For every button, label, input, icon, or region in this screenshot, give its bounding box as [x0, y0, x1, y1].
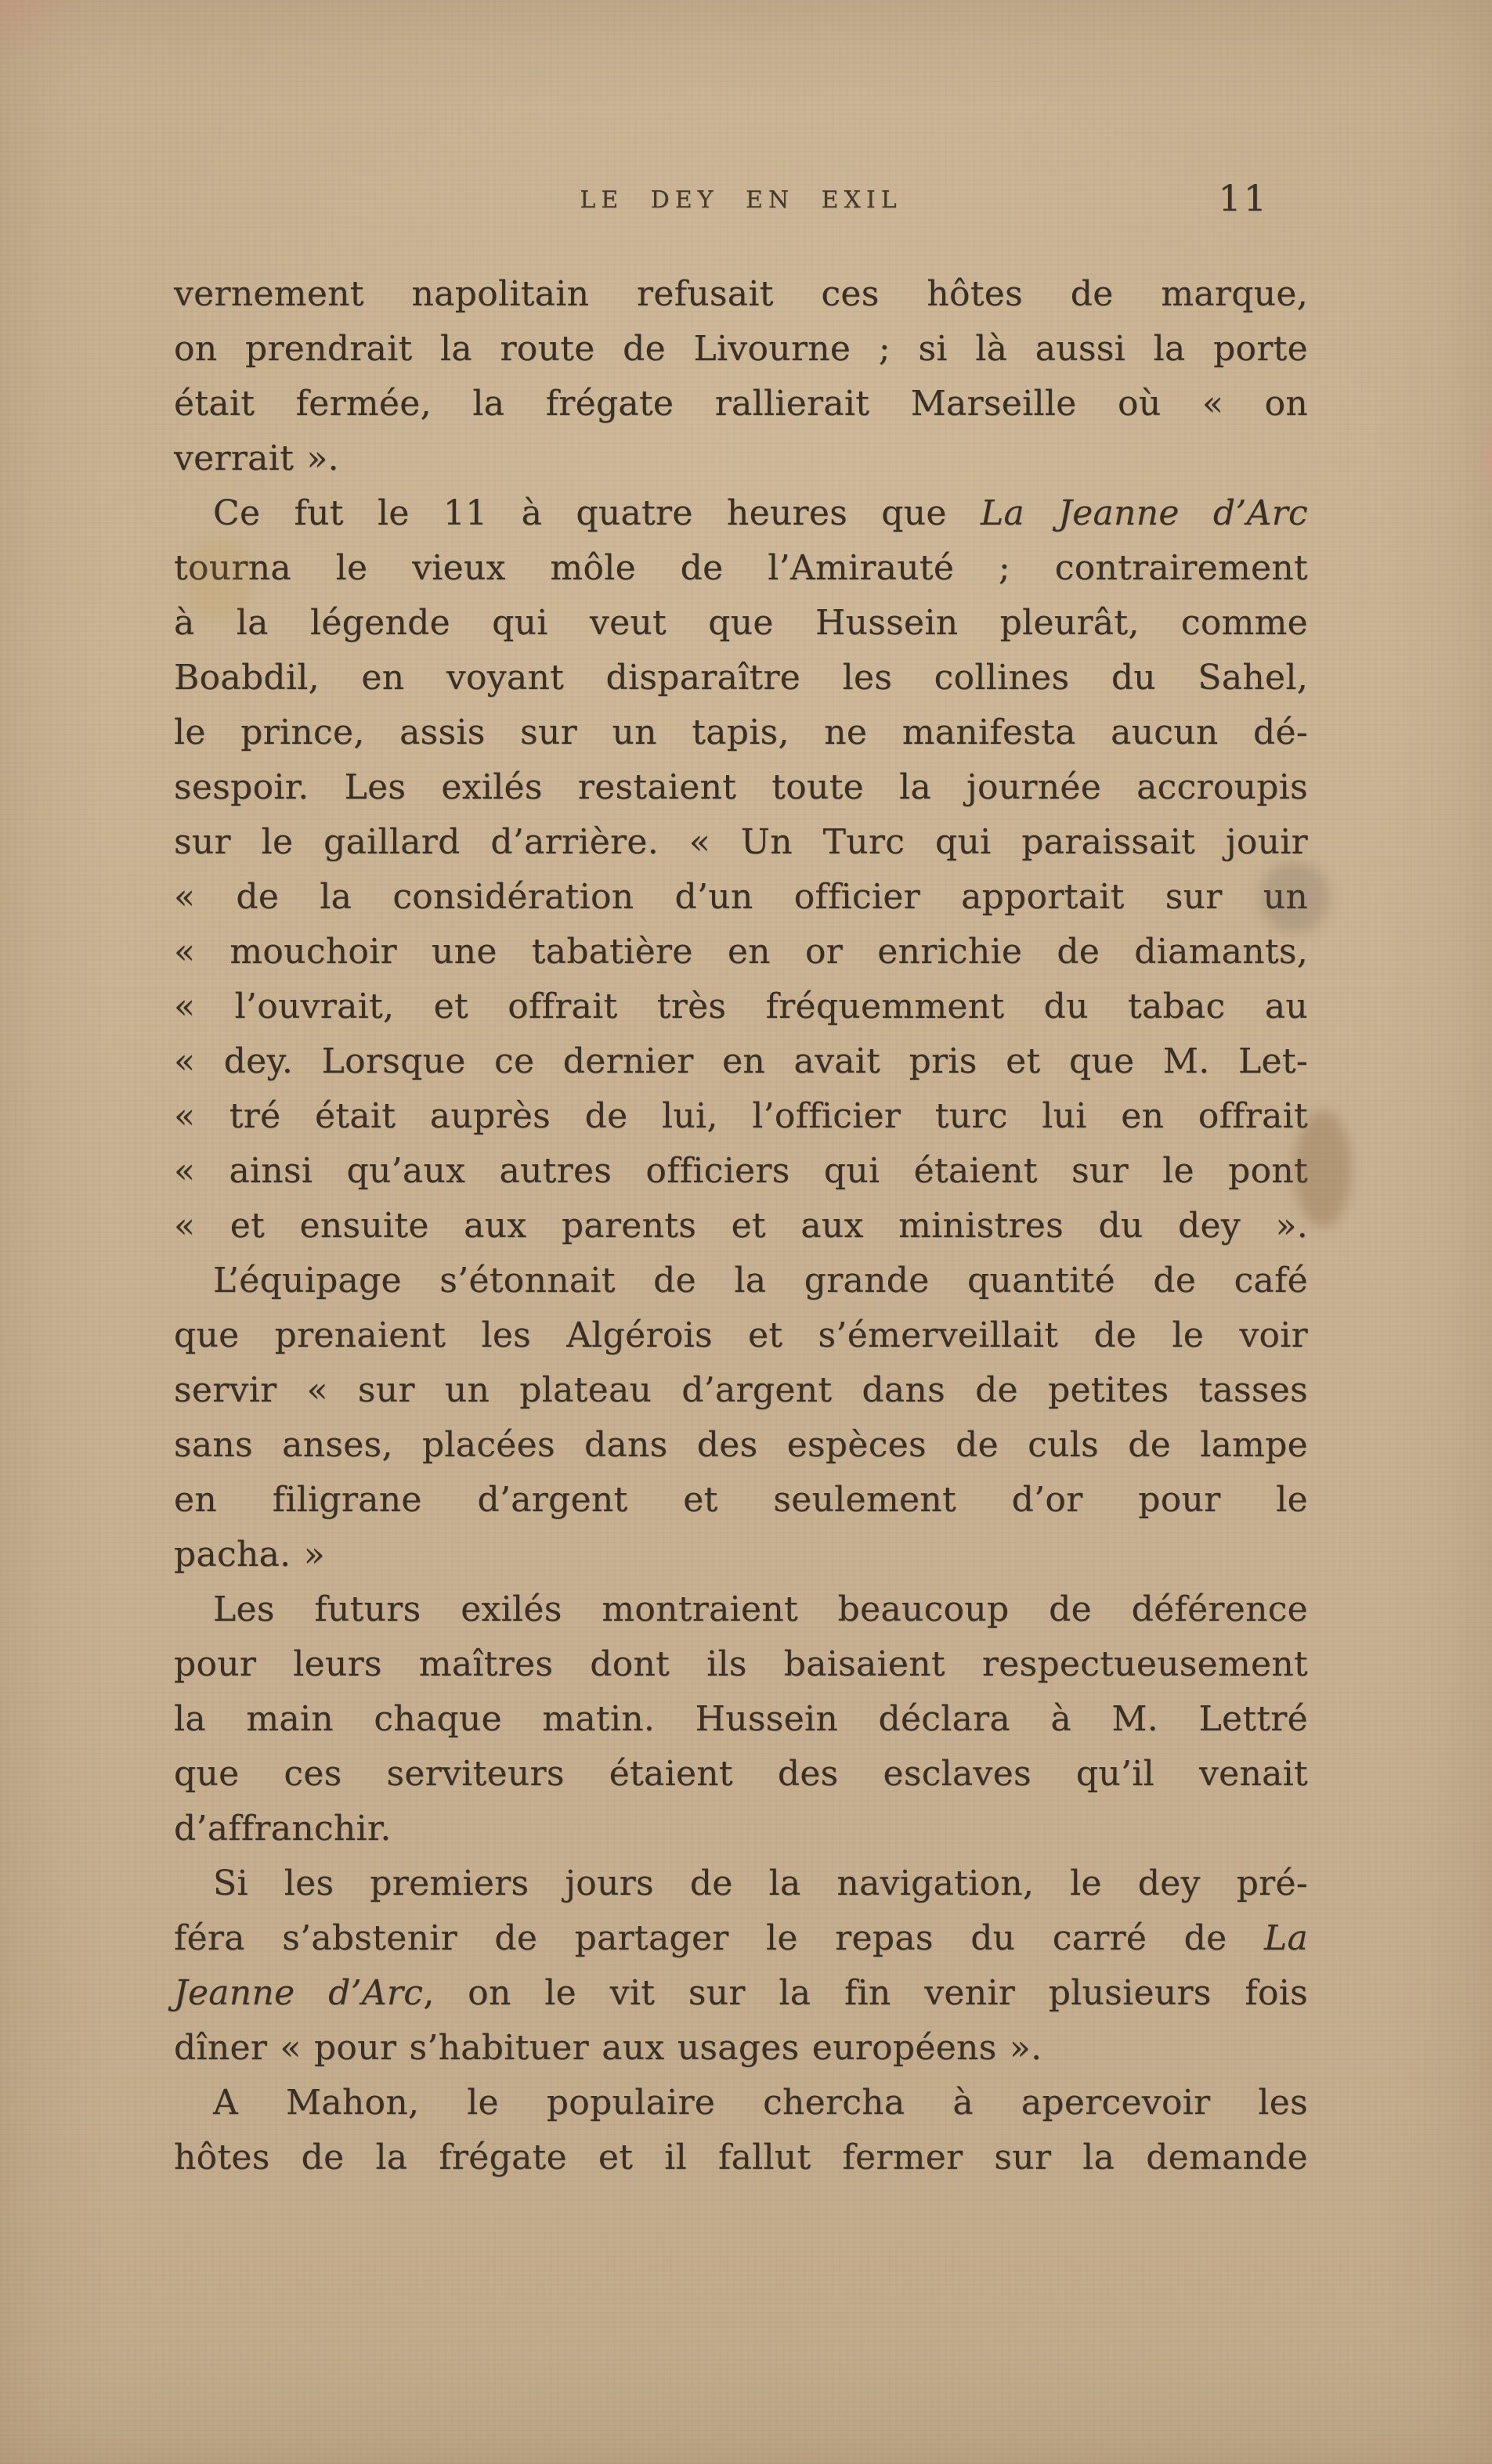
text-line: [174, 979, 1308, 1034]
text-run: sespoir. Les exilés restaient toute la journée accroupis: [174, 767, 1308, 807]
text-line: [174, 1089, 1308, 1144]
text-run: sur le gaillard d’arrière. « Un Turc qui paraissait jouir: [174, 822, 1308, 862]
text-line: [174, 1144, 1308, 1199]
text-run: tourna le vieux môle de l’Amirauté ; contrairement: [174, 548, 1308, 588]
text-run: la main chaque matin. Hussein déclara à M. Lettré: [174, 1699, 1308, 1739]
text-run: en filigrane d’argent et seulement d’or pour le: [174, 1480, 1308, 1520]
text-line: [174, 1034, 1308, 1089]
ship-name-italic: Jeanne d’Arc: [174, 1973, 424, 2013]
text-line: [174, 705, 1308, 760]
text-line: [174, 2130, 1308, 2185]
text-run: vernement napolitain refusait ces hôtes de marque,: [174, 274, 1308, 314]
text-run: servir « sur un plateau d’argent dans de petites tasses: [174, 1370, 1308, 1410]
text-line: [174, 431, 1308, 486]
text-run: on prendrait la route de Livourne ; si là aussi la porte: [174, 329, 1308, 369]
page-number: 11: [1218, 177, 1269, 219]
text-run: dîner « pour s’habituer aux usages européens ».: [174, 2028, 1042, 2068]
text-line: [174, 925, 1308, 979]
text-run: « dey. Lorsque ce dernier en avait pris et que M. Let-: [174, 1041, 1308, 1081]
text-run: sans anses, placées dans des espèces de culs de lampe: [174, 1425, 1308, 1465]
text-line: [174, 1363, 1308, 1418]
text-line: [174, 541, 1308, 596]
text-line: [174, 486, 1308, 541]
text-run: Ce fut le 11 à quatre heures que: [213, 493, 981, 533]
text-line: [174, 2021, 1308, 2076]
text-line: [174, 651, 1308, 705]
text-run: Si les premiers jours de la navigation, le dey pré-: [213, 1863, 1308, 1903]
text-run: à la légende qui veut que Hussein pleurât, comme: [174, 603, 1308, 643]
text-line: [174, 1308, 1308, 1363]
text-run: pour leurs maîtres dont ils baisaient respectueusement: [174, 1644, 1308, 1684]
text-run: « et ensuite aux parents et aux ministres du dey ».: [174, 1206, 1308, 1246]
text-line: [174, 267, 1308, 322]
text-line: [174, 1692, 1308, 1747]
text-line: [174, 1199, 1308, 1254]
text-run: Boabdil, en voyant disparaître les collines du Sahel,: [174, 658, 1308, 698]
text-run: était fermée, la frégate rallierait Marseille où « on: [174, 384, 1308, 424]
running-header: [174, 177, 1308, 219]
text-run: « mouchoir une tabatière en or enrichie de diamants,: [174, 932, 1308, 972]
text-run: féra s’abstenir de partager le repas du carré de: [174, 1918, 1264, 1958]
text-run: hôtes de la frégate et il fallut fermer sur la demande: [174, 2138, 1308, 2177]
text-line: [174, 596, 1308, 651]
text-run: verrait ».: [174, 438, 339, 478]
ship-name-italic: La Jeanne d’Arc: [980, 493, 1308, 533]
text-line: [174, 1802, 1308, 1856]
text-line: [174, 1254, 1308, 1308]
text-run: Les futurs exilés montraient beaucoup de déférence: [213, 1589, 1308, 1629]
text-line: [174, 1637, 1308, 1692]
text-line: [174, 1582, 1308, 1637]
text-run: « l’ouvrait, et offrait très fréquemment du tabac au: [174, 987, 1308, 1026]
text-run: que prenaient les Algérois et s’émerveillait de le voir: [174, 1315, 1308, 1355]
text-line: [174, 1528, 1308, 1582]
text-run: « de la considération d’un officier apportait sur un: [174, 877, 1308, 917]
text-line: [174, 1856, 1308, 1911]
text-line: [174, 870, 1308, 925]
text-line: [174, 377, 1308, 431]
text-run: le prince, assis sur un tapis, ne manifesta aucun dé-: [174, 713, 1308, 752]
text-run: L’équipage s’étonnait de la grande quantité de café: [213, 1261, 1308, 1301]
text-line: [174, 760, 1308, 815]
text-line: [174, 815, 1308, 870]
text-line: [174, 2076, 1308, 2130]
page-body: [174, 267, 1308, 2185]
text-line: [174, 322, 1308, 377]
text-run: que ces serviteurs étaient des esclaves qu’il venait: [174, 1754, 1308, 1794]
text-run: « ainsi qu’aux autres officiers qui étaient sur le pont: [174, 1151, 1308, 1191]
ship-name-italic: La: [1263, 1918, 1308, 1958]
text-run: , on le vit sur la fin venir plusieurs fois: [423, 1973, 1308, 2013]
text-line: [174, 1966, 1308, 2021]
text-line: [174, 1747, 1308, 1802]
text-line: [174, 1473, 1308, 1528]
running-header-title: LE DEY EN EXIL: [580, 186, 902, 214]
text-line: [174, 1911, 1308, 1966]
text-run: pacha. »: [174, 1535, 325, 1575]
text-line: [174, 1418, 1308, 1473]
text-run: A Mahon, le populaire chercha à apercevoir les: [213, 2083, 1308, 2123]
text-run: « tré était auprès de lui, l’officier turc lui en offrait: [174, 1096, 1308, 1136]
text-run: d’affranchir.: [174, 1809, 392, 1849]
